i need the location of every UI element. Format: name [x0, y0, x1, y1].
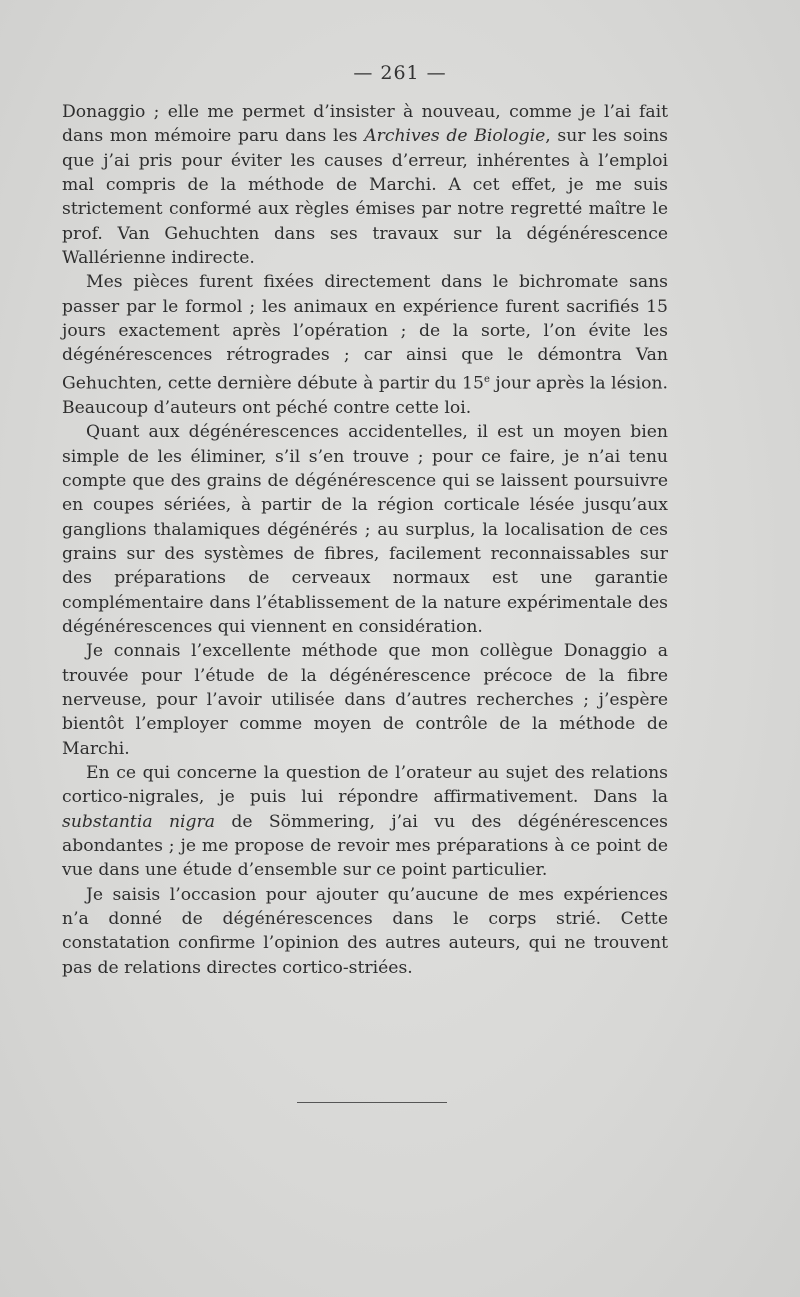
text-segment: , sur les soins que j’ai pris pour éviter les causes d’erreur, inhérentes à l’emploi mal compris de la méthode de Marchi. A cet effet, je me suis strictement conformé aux règles émises par notre regretté maître le prof. Van Gehuchten dans ses travaux sur la dégénérescence Wallérienne indirecte.	[62, 126, 668, 269]
text-segment: Je connais l’excellente méthode que mon collègue Donaggio a trouvée pour l’étude de la dégénérescence précoce de la fibre nerveuse, pour l’avoir utilisée dans d’autres recherches ; j’espère bientôt l’employer comme moyen de contrôle de la méthode de Marchi.	[62, 641, 668, 759]
superscript: e	[483, 373, 490, 385]
paragraph	[62, 420, 668, 639]
paragraph	[62, 883, 668, 980]
paragraph	[62, 639, 668, 761]
text-segment: de Sömmering, j’ai vu des dégénérescences abondantes ; je me propose de revoir mes préparations à ce point de vue dans une étude d’ensemble sur ce point particulier.	[62, 811, 668, 881]
latin-term: substantia nigra	[62, 811, 215, 832]
paragraph	[62, 761, 668, 883]
journal-title: Archives de Biologie	[364, 126, 546, 147]
text-segment: Donaggio ; elle me permet d’insister à nouveau, comme je l’ai fait dans mon mémoire paru dans les	[62, 102, 668, 147]
paragraph	[62, 100, 668, 270]
text-segment: Quant aux dégénérescences accidentelles, il est un moyen bien simple de les éliminer, s’il s’en trouve ; pour ce faire, je n’ai tenu compte que des grains de dégénérescence qui se laissent poursuivre en coupes sériées, à partir de la région corticale lésée jusqu’aux ganglions thalamiques dégénérés ; au surplus, la localisation de ces grains sur des systèmes de fibres, facilement reconnaissables sur des préparations de cerveaux normaux est une garantie complémentaire dans l’établissement de la nature expérimentale des dégénérescences qui viennent en considération.	[62, 422, 668, 637]
page-number: — 261 —	[353, 62, 447, 84]
paragraph	[62, 270, 668, 420]
text-segment: Je saisis l’occasion pour ajouter qu’aucune de mes expériences n’a donné de dégénérescences dans le corps strié. Cette constatation confirme l’opinion des autres auteurs, qui ne trouvent pas de relations directes cortico-striées.	[62, 884, 668, 978]
body-text	[62, 100, 668, 980]
text-segment: En ce qui concerne la question de l’orateur au sujet des relations cortico-nigrales, je puis lui répondre affirmativement. Dans la	[62, 763, 668, 808]
closing-rule	[297, 1102, 447, 1103]
text-segment: Mes pièces furent fixées directement dans le bichromate sans passer par le formol ; les animaux en expérience furent sacrifiés 15 jours exactement après l’opération ; de la sorte, l’on évite les dégénérescences rétrogrades ; car ainsi que le démontra Van Gehuchten, cette dernière débute à partir du 15	[62, 272, 668, 394]
text-segment: jour après la lésion. Beaucoup d’auteurs ont péché contre cette loi.	[62, 373, 668, 418]
